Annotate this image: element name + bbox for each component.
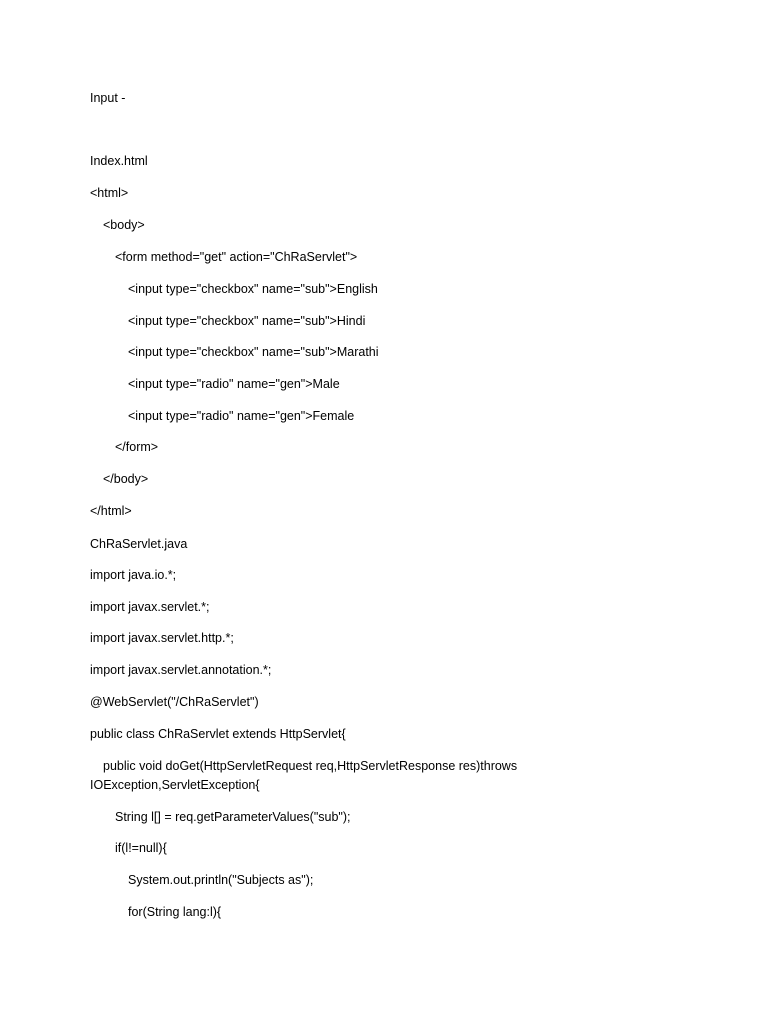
code-line: <input type="checkbox" name="sub">Marathi [128,345,379,359]
code-line: <input type="radio" name="gen">Male [128,377,340,391]
code-line: if(l!=null){ [115,841,167,855]
code-line: </form> [115,440,159,454]
code-line: <input type="radio" name="gen">Female [128,409,355,423]
code-line: </body> [103,472,149,486]
java-filename: ChRaServlet.java [90,537,188,551]
code-line: <body> [103,218,145,232]
code-line: <html> [90,186,129,200]
code-line: @WebServlet("/ChRaServlet") [90,695,259,709]
html-filename: Index.html [90,154,148,168]
code-line: </html> [90,504,132,518]
code-line: import javax.servlet.annotation.*; [90,663,272,677]
code-line: public void doGet(HttpServletRequest req,HttpServletResponse res)throws [103,759,518,773]
code-line: IOException,ServletException{ [90,778,260,792]
code-line: <input type="checkbox" name="sub">Hindi [128,314,366,328]
code-line: System.out.println("Subjects as"); [128,873,314,887]
code-line: <form method="get" action="ChRaServlet"> [115,250,358,264]
code-line: import java.io.*; [90,568,177,582]
code-line: import javax.servlet.*; [90,600,210,614]
code-line: public class ChRaServlet extends HttpServlet{ [90,727,346,741]
code-line: import javax.servlet.http.*; [90,631,234,645]
heading-input: Input - [90,91,126,105]
code-line: String l[] = req.getParameterValues("sub"); [115,810,351,824]
code-line: <input type="checkbox" name="sub">English [128,282,378,296]
code-line: for(String lang:l){ [128,905,222,919]
